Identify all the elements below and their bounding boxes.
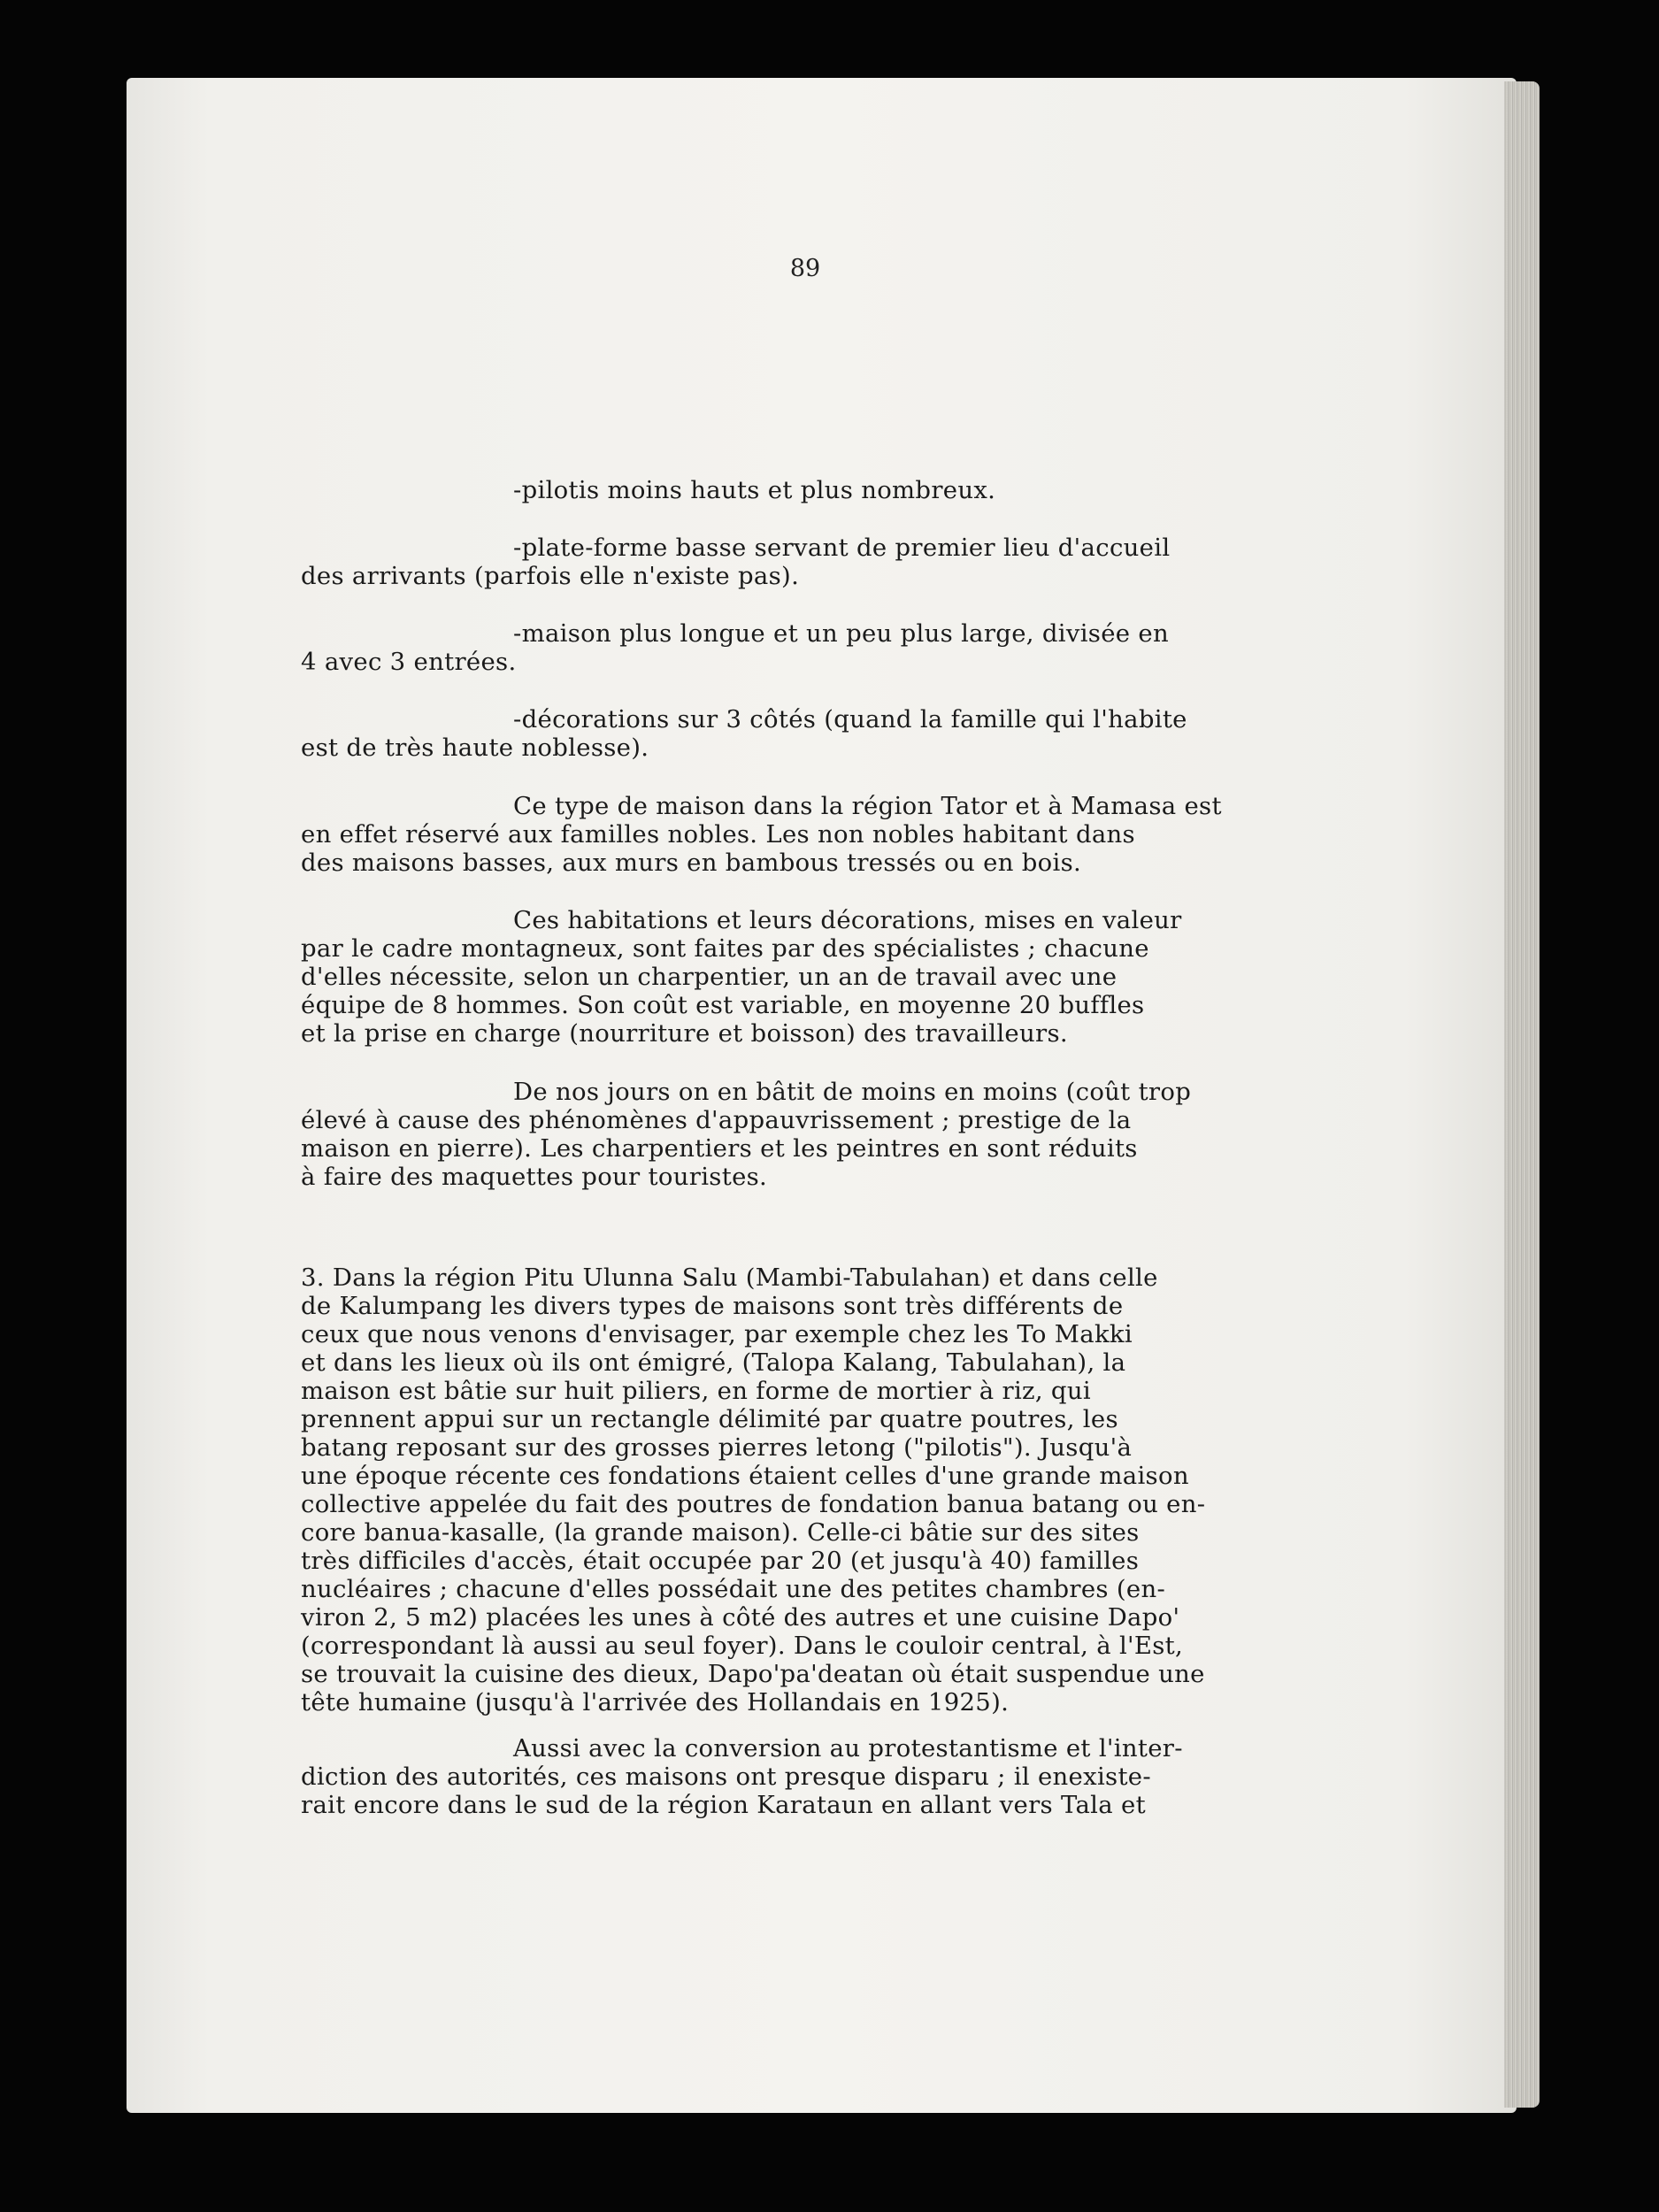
text-line: (correspondant là aussi au seul foyer). Dans le couloir central, à l'Est, (301, 1632, 1184, 1660)
text-line: tête humaine (jusqu'à l'arrivée des Hollandais en 1925). (301, 1688, 1010, 1717)
page-edge (1504, 81, 1540, 2108)
text-line: Ce type de maison dans la région Tator et à Mamasa est (513, 792, 1222, 820)
text-line: des maisons basses, aux murs en bambous tressés ou en bois. (301, 849, 1082, 877)
paragraph-type-de-maison (301, 792, 1363, 877)
paragraph-section-3 (301, 1263, 1363, 1717)
text-line: rait encore dans le sud de la région Karataun en allant vers Tala et (301, 1791, 1146, 1819)
text-line: diction des autorités, ces maisons ont presque disparu ; il enexiste- (301, 1763, 1151, 1791)
text-line: en effet réservé aux familles nobles. Les non nobles habitant dans (301, 820, 1135, 849)
text-line: et dans les lieux où ils ont émigré, (Talopa Kalang, Tabulahan), la (301, 1348, 1126, 1377)
text-line: -maison plus longue et un peu plus large, divisée en (513, 619, 1169, 648)
text-line: de Kalumpang les divers types de maisons sont très différents de (301, 1292, 1124, 1320)
text-line: et la prise en charge (nourriture et boisson) des travailleurs. (301, 1019, 1068, 1048)
text-line: une époque récente ces fondations étaient celles d'une grande maison (301, 1462, 1189, 1490)
text-line: à faire des maquettes pour touristes. (301, 1163, 768, 1191)
text-line: d'elles nécessite, selon un charpentier, un an de travail avec une (301, 963, 1118, 991)
paragraph-habitations (301, 906, 1363, 1048)
text-line: élevé à cause des phénomènes d'appauvrissement ; prestige de la (301, 1106, 1132, 1134)
text-line: 4 avec 3 entrées. (301, 648, 517, 676)
paragraph-plate-forme (301, 534, 1363, 590)
text-line: 3. Dans la région Pitu Ulunna Salu (Mambi-Tabulahan) et dans celle (301, 1263, 1158, 1292)
text-line: collective appelée du fait des poutres de fondation banua batang ou en- (301, 1490, 1206, 1518)
text-line: De nos jours on en bâtit de moins en moins (coût trop (513, 1078, 1192, 1106)
text-line: maison est bâtie sur huit piliers, en forme de mortier à riz, qui (301, 1377, 1091, 1405)
text-line: est de très haute noblesse). (301, 733, 649, 762)
paragraph-pilotis (301, 476, 1363, 504)
paragraph-maison (301, 619, 1363, 676)
text-line: se trouvait la cuisine des dieux, Dapo'pa'deatan où était suspendue une (301, 1660, 1205, 1688)
text-line: -décorations sur 3 côtés (quand la famille qui l'habite (513, 705, 1187, 733)
paragraph-decorations (301, 705, 1363, 762)
text-line: Ces habitations et leurs décorations, mises en valeur (513, 906, 1182, 934)
text-line: -pilotis moins hauts et plus nombreux. (513, 476, 996, 504)
text-line: batang reposant sur des grosses pierres letong ("pilotis"). Jusqu'à (301, 1433, 1133, 1462)
text-line: nucléaires ; chacune d'elles possédait une des petites chambres (en- (301, 1575, 1166, 1603)
text-line: Aussi avec la conversion au protestantisme et l'inter- (513, 1734, 1183, 1763)
text-line: ceux que nous venons d'envisager, par exemple chez les To Makki (301, 1320, 1133, 1348)
text-line: -plate-forme basse servant de premier lieu d'accueil (513, 534, 1171, 562)
text-line: des arrivants (parfois elle n'existe pas). (301, 562, 800, 590)
page-number: 89 (789, 255, 821, 282)
paragraph-conversion (301, 1734, 1363, 1819)
text-line: par le cadre montagneux, sont faites par des spécialistes ; chacune (301, 934, 1149, 963)
paragraph-de-nos-jours (301, 1078, 1363, 1191)
text-line: très difficiles d'accès, était occupée par 20 (et jusqu'à 40) familles (301, 1547, 1140, 1575)
text-line: viron 2, 5 m2) placées les unes à côté des autres et une cuisine Dapo' (301, 1603, 1180, 1632)
text-line: maison en pierre). Les charpentiers et les peintres en sont réduits (301, 1134, 1138, 1163)
text-line: prennent appui sur un rectangle délimité par quatre poutres, les (301, 1405, 1118, 1433)
text-line: équipe de 8 hommes. Son coût est variable, en moyenne 20 buffles (301, 991, 1145, 1019)
text-line: core banua-kasalle, (la grande maison). Celle-ci bâtie sur des sites (301, 1518, 1140, 1547)
